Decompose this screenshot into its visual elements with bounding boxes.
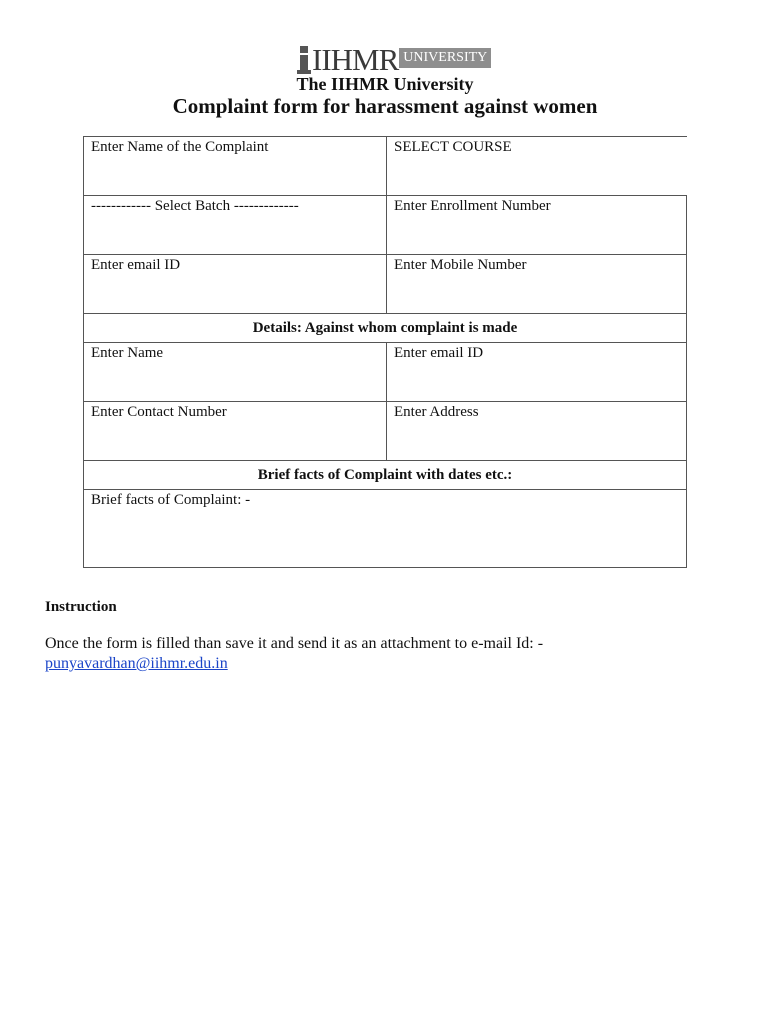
- enrollment-number-field[interactable]: Enter Enrollment Number: [387, 196, 687, 255]
- accused-contact-field[interactable]: Enter Contact Number: [84, 402, 387, 461]
- batch-select[interactable]: ------------ Select Batch -------------: [84, 196, 387, 255]
- university-name: The IIHMR University: [296, 74, 474, 94]
- logo-badge: UNIVERSITY: [399, 48, 491, 68]
- section-heading-against: Details: Against whom complaint is made: [84, 314, 687, 343]
- complaint-form-table: [83, 136, 687, 568]
- section-heading-facts: Brief facts of Complaint with dates etc.:: [84, 461, 687, 490]
- mobile-number-field[interactable]: Enter Mobile Number: [387, 255, 687, 314]
- complainant-name-field[interactable]: Enter Name of the Complaint: [84, 137, 387, 196]
- course-select[interactable]: SELECT COURSE: [387, 137, 687, 196]
- page-title: Complaint form for harassment against women: [172, 94, 598, 118]
- logo-text: IIHMR: [312, 42, 399, 77]
- complaint-facts-field[interactable]: Brief facts of Complaint: -: [84, 490, 687, 568]
- email-link[interactable]: punyavardhan@iihmr.edu.in: [45, 655, 228, 672]
- logo-i-mark-icon: [297, 46, 311, 74]
- university-logo: [297, 42, 491, 77]
- email-field[interactable]: Enter email ID: [84, 255, 387, 314]
- instruction-text: [45, 634, 745, 674]
- instruction-heading: Instruction: [45, 599, 117, 615]
- instruction-body: Once the form is filled than save it and send it as an attachment to e-mail Id: -: [45, 635, 544, 652]
- accused-email-field[interactable]: Enter email ID: [387, 343, 687, 402]
- accused-name-field[interactable]: Enter Name: [84, 343, 387, 402]
- accused-address-field[interactable]: Enter Address: [387, 402, 687, 461]
